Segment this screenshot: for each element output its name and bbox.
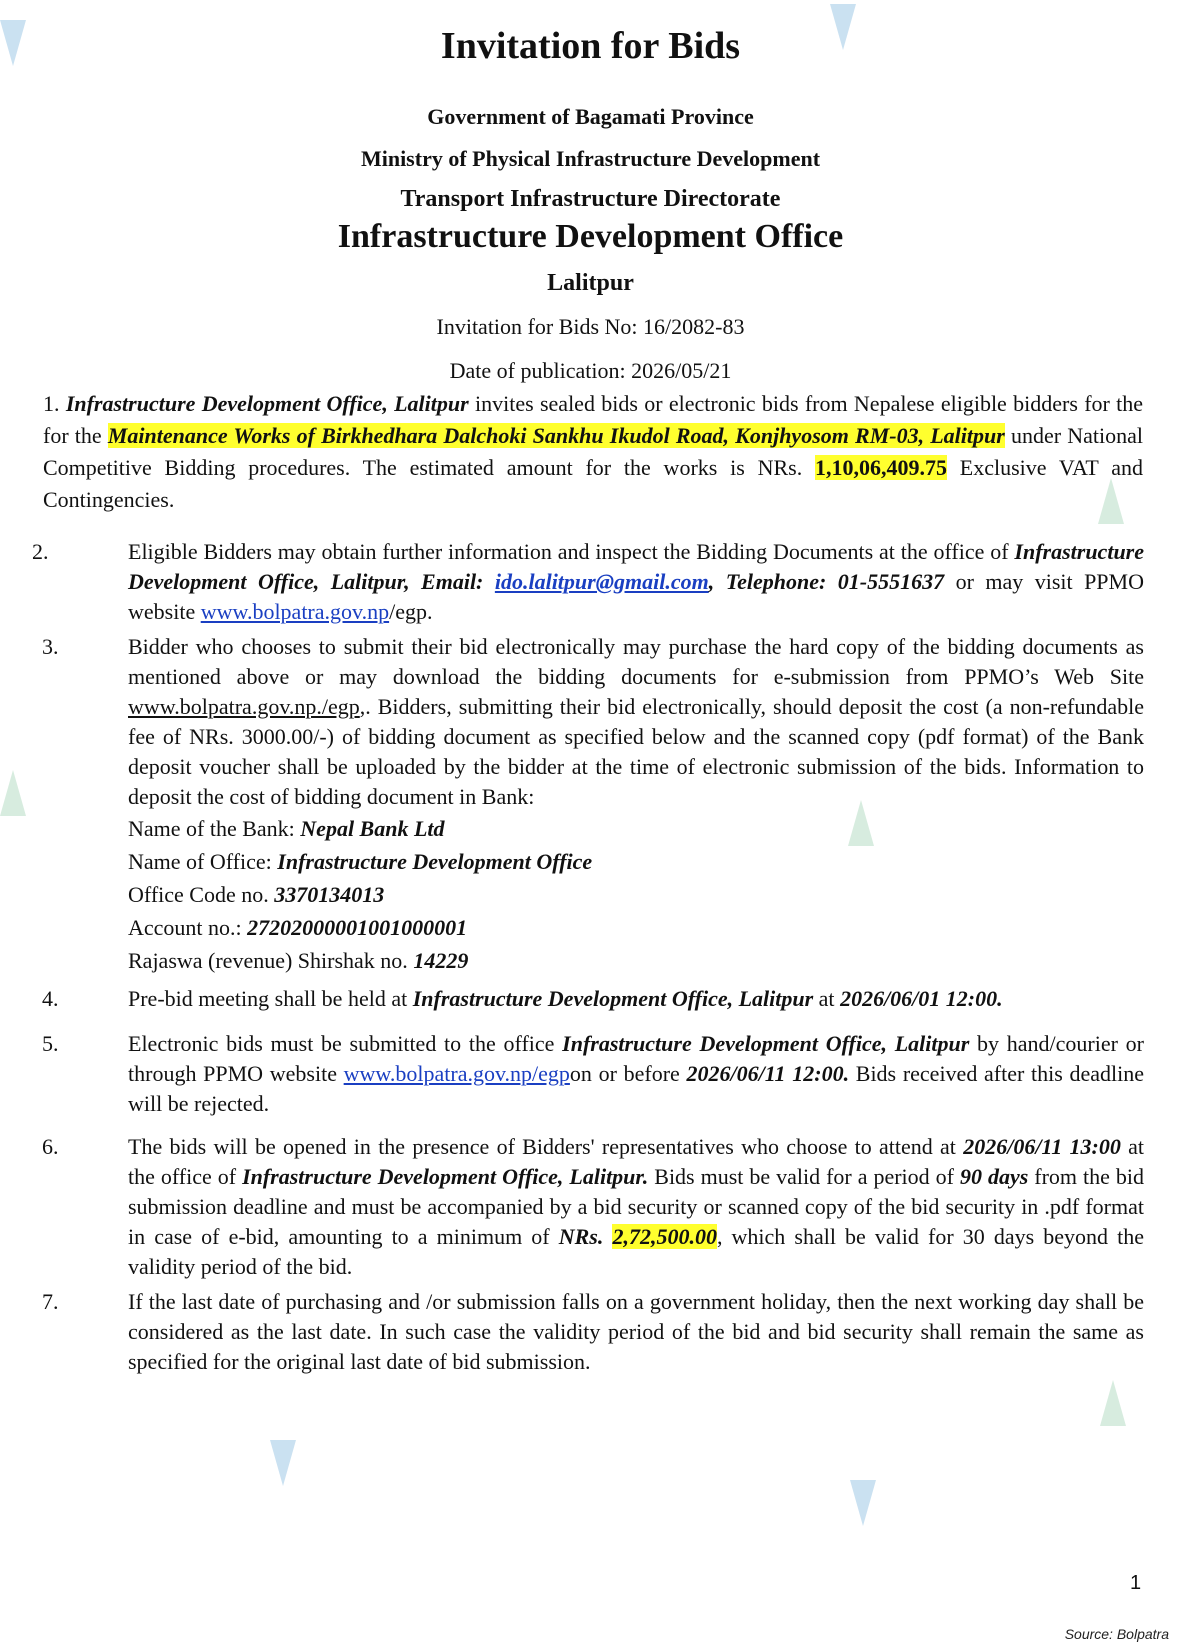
item-body (128, 1029, 1144, 1119)
publication-date: Date of publication: 2026/05/21 (449, 358, 732, 383)
office-name-line (128, 845, 1144, 878)
opening-datetime: 2026/06/11 13:00 (963, 1134, 1121, 1159)
bank-name-line (128, 812, 1144, 845)
office-heading: Infrastructure Development Office (337, 218, 844, 255)
office-name: Infrastructure Development Office, Lalitpur (562, 1031, 970, 1056)
item-body (128, 1132, 1144, 1282)
item-number: 4. (42, 986, 59, 1011)
text: under National Competitive Bidding procedures. The estimated amount for the works is NRs. (43, 423, 1143, 480)
text: invites sealed bids or electronic bids from Nepalese eligible bidders for the for the (43, 391, 1144, 448)
item-number: 5. (42, 1031, 59, 1056)
office-code: 3370134013 (274, 882, 385, 907)
item-body: If the last date of purchasing and /or submission falls on a government holiday, then the next working day shall be considered as the last date. In such case the validity period of the bid and bid security shall remain the same as specified for the original last date of bid submission. (128, 1289, 1144, 1374)
text: /egp. (389, 599, 433, 624)
submission-deadline: 2026/06/11 12:00. (686, 1061, 850, 1086)
validity-days: 90 days (959, 1164, 1029, 1189)
text: Pre-bid meeting shall be held at (128, 986, 413, 1011)
label: Name of the Bank: (128, 816, 301, 841)
ifb-number: Invitation for Bids No: 16/2082-83 (436, 314, 745, 339)
text: Bids received after this deadline will be rejected. (128, 1061, 1145, 1116)
text: Bids must be valid for a period of (648, 1164, 960, 1189)
bid-security-amount: 2,72,500.00 (612, 1224, 717, 1249)
text: at the office of (128, 1134, 1144, 1189)
text: , which shall be valid for 30 days beyond the validity period of the bid. (128, 1224, 1144, 1279)
account-line (128, 911, 1144, 944)
office-name: Infrastructure Development Office (277, 849, 593, 874)
city-heading: Lalitpur (547, 270, 634, 296)
text: from the bid submission deadline and must be accompanied by a bid security or scanned copy of the bid security in .pdf format in case of e-bid, amounting to a minimum of (128, 1164, 1144, 1249)
website-link[interactable]: www.bolpatra.gov.np/egp (343, 1061, 570, 1086)
page-title: Invitation for Bids (440, 25, 741, 67)
item-number: 3. (42, 634, 59, 659)
item-number: 6. (42, 1134, 59, 1159)
website-link[interactable]: www.bolpatra.gov.np (200, 599, 390, 624)
paragraph-1 (43, 388, 1143, 516)
source-credit: Source: Bolpatra (1064, 1626, 1169, 1642)
item-number: 1. (43, 391, 60, 416)
item-number: 7. (42, 1289, 59, 1314)
text: Eligible Bidders may obtain further information and inspect the Bidding Documents at the office of (128, 539, 1015, 564)
office-name: Infrastructure Development Office, Lalitpur (412, 986, 814, 1011)
office-name: Infrastructure Development Office, Lalitpur, Email: (128, 539, 1144, 594)
label: Office Code no. (128, 882, 275, 907)
text: Exclusive VAT and Contingencies. (43, 455, 1143, 512)
text: ,. Bidders, submitting their bid electronically, should deposit the cost (a non-refundable fee of NRs. 3000.00/-) of bidding document as specified below and the scanned copy (pdf format) of the Bank deposit voucher shall be uploaded by the bidder at the time of electronic submission of the bids. Information to deposit the cost of bidding document in Bank: (128, 694, 1144, 809)
label: Name of Office: (128, 849, 278, 874)
text: or may visit PPMO website (128, 569, 1144, 624)
text: by hand/courier or through PPMO website (128, 1031, 1145, 1086)
pre-bid-datetime: 2026/06/01 12:00. (840, 986, 1003, 1011)
project-name: Maintenance Works of Birkhedhara Dalchoki Sankhu Ikudol Road, Konjhyosom RM-03, Lalitpur (107, 423, 1005, 448)
telephone: , Telephone: 01-5551637 (708, 569, 945, 594)
watermark-arrow-icon (850, 1480, 876, 1526)
text: on or before (569, 1061, 687, 1086)
estimated-amount: 1,10,06,409.75 (814, 455, 947, 480)
office-name: Infrastructure Development Office, Lalitpur. (242, 1164, 649, 1189)
item-body (128, 632, 1144, 977)
email-link[interactable]: ido.lalitpur@gmail.com (494, 569, 709, 594)
item-text (128, 632, 1144, 812)
directorate-heading: Transport Infrastructure Directorate (400, 186, 781, 212)
watermark-arrow-icon (270, 1440, 296, 1486)
watermark-arrow-icon (1100, 1380, 1126, 1426)
government-heading: Government of Bagamati Province (427, 104, 754, 129)
rajaswa-number: 14229 (413, 948, 469, 973)
text: Electronic bids must be submitted to the office (128, 1031, 563, 1056)
ministry-heading: Ministry of Physical Infrastructure Development (360, 146, 821, 171)
office-code-line (128, 878, 1144, 911)
text: at (813, 986, 841, 1011)
item-body (128, 984, 1144, 1014)
office-name: Infrastructure Development Office, Lalitpur (65, 391, 469, 416)
account-number: 27202000001001000001 (247, 915, 468, 940)
website-link[interactable]: www.bolpatra.gov.np./egp (128, 694, 360, 719)
currency-label: NRs. (558, 1224, 604, 1249)
label: Account no.: (128, 915, 248, 940)
item-number: 2. (32, 539, 49, 564)
bank-name: Nepal Bank Ltd (300, 816, 445, 841)
label: Rajaswa (revenue) Shirshak no. (128, 948, 414, 973)
item-body (128, 537, 1144, 627)
page-number: 1 (1130, 1572, 1142, 1594)
text: Bidder who chooses to submit their bid electronically may purchase the hard copy of the bidding documents as mentioned above or may download the bidding documents for e-submission from PPMO’s Web Site (128, 634, 1144, 689)
watermark-arrow-icon (0, 770, 26, 816)
rajaswa-line (128, 944, 1144, 977)
text: The bids will be opened in the presence of Bidders' representatives who choose to attend at (128, 1134, 964, 1159)
